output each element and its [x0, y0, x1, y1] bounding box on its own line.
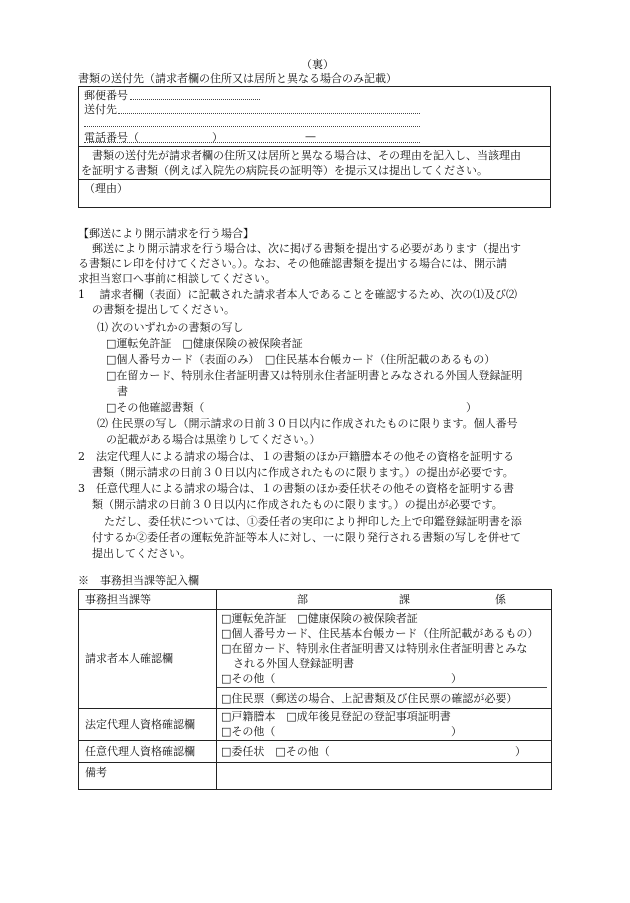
identity-opt-3-cont: される外国人登録証明書 [233, 657, 354, 670]
sub2-line2: の記載がある場合は黒塗りしてください。） [106, 433, 321, 446]
address-field-2[interactable] [84, 126, 420, 127]
identity-opt-2[interactable]: □個人番号カード、住民基本台帳カード（住所記載があるもの） [221, 627, 539, 640]
phone-close: ） [212, 131, 223, 144]
identity-opt-other[interactable]: □その他（ [221, 672, 276, 685]
table-row [79, 610, 552, 709]
sub1-opt-2[interactable]: □個人番号カード（表面のみ） □住民基本台帳カード（住所記載のあるもの） [106, 353, 496, 366]
dept-cell[interactable] [217, 590, 552, 610]
address-field-1[interactable] [118, 113, 420, 114]
divider [217, 687, 547, 688]
legal-opt-1[interactable]: □戸籍謄本 □成年後見登記の登記事項証明書 [221, 710, 451, 723]
legal-opt-other[interactable]: □その他（ [221, 725, 276, 738]
item3-line3: ただし、委任状については、①委任者の実印により押印した上で印鑑登録証明書を添 [104, 515, 522, 528]
table-row [79, 763, 552, 790]
sub1-opt-other-close: ） [466, 401, 477, 414]
division-label: 課 [399, 593, 410, 606]
item3-line1: 3 任意代理人による請求の場合は、１の書類のほか委任状その他その資格を証明する書 [78, 482, 514, 495]
delivery-heading: 書類の送付先（請求者欄の住所又は居所と異なる場合のみ記載） [78, 72, 397, 85]
legal-opt-other-close: ） [451, 725, 462, 738]
resident-opt[interactable]: □住民票（郵送の場合、上記書類及び住民票の確認が必要） [221, 692, 518, 705]
mail-intro-1: 郵送により開示請求を行う場合は、次に掲げる書類を提出する必要があります（提出す [92, 242, 521, 255]
voluntary-cell [217, 741, 552, 763]
office-table [78, 589, 552, 790]
identity-opt-other-close: ） [451, 672, 462, 685]
delivery-note-2: を証明する書類（例えば入院先の病院長の証明等）を提示又は提出してください。 [81, 164, 488, 177]
reason-label: （理由） [84, 182, 128, 195]
postal-label: 郵便番号 [84, 89, 128, 102]
identity-cell [217, 610, 552, 709]
delivery-note-1: 書類の送付先が請求者欄の住所又は居所と異なる場合は、その理由を記入し、当該理由 [92, 149, 521, 162]
identity-label: 請求者本人確認欄 [79, 610, 217, 709]
voluntary-opt-close: ） [515, 745, 526, 758]
phone-label: 電話番号（ [84, 131, 139, 144]
section-label: 事務担当課等 [79, 590, 217, 610]
table-row [79, 590, 552, 610]
voluntary-label: 任意代理人資格確認欄 [79, 741, 217, 763]
remarks-label: 備考 [79, 763, 217, 790]
divider [78, 179, 551, 180]
address-label: 送付先 [84, 103, 117, 116]
voluntary-opt[interactable]: □委任状 □その他（ [221, 745, 330, 758]
delivery-box [78, 86, 551, 208]
identity-opt-3[interactable]: □在留カード、特別永住者証明書又は特別永住者証明書とみな [221, 642, 528, 655]
office-heading: ※ 事務担当課等記入欄 [78, 574, 199, 587]
item1-line1: 1 請求者欄（表面）に記載された請求者本人であることを確認するため、次の⑴及び⑵ [78, 288, 518, 301]
phone-dash: — [305, 130, 316, 143]
mail-intro-3: 求担当窓口へ事前に相談してください。 [78, 272, 276, 285]
sub1-opt-other[interactable]: □その他確認書類（ [106, 401, 205, 414]
item2-line2: 書類（開示請求の日前３０日以内に作成されたものに限ります。）の提出が必要です。 [92, 466, 514, 479]
item3-line4: 付するか②委任者の運転免許証等本人に対し、一に限り発行される書類の写しを併せて [92, 531, 521, 544]
table-row [79, 709, 552, 741]
sub1-opt-3-cont: 書 [117, 385, 128, 398]
item1-line2: の書類を提出してください。 [92, 303, 235, 316]
postal-field[interactable] [130, 99, 260, 100]
legal-cell [217, 709, 552, 741]
sub1-title: ⑴ 次のいずれかの書類の写し [97, 321, 244, 334]
item3-line2: 類（開示請求の日前３０日以内に作成されたものに限ります。）の提出が必要です。 [92, 498, 503, 511]
item2-line1: 2 法定代理人による請求の場合は、１の書類のほか戸籍謄本その他その資格を証明する [78, 450, 514, 463]
dept-label: 部 [297, 593, 308, 606]
side-label: （裏） [301, 58, 334, 71]
table-row [79, 741, 552, 763]
sub2-line1: ⑵ 住民票の写し（開示請求の日前３０日以内に作成されたものに限ります。個人番号 [97, 417, 518, 430]
mail-intro-2: る書類にレ印を付けてください。）。なお、その他確認書類を提出する場合には、開示請 [78, 257, 507, 270]
sub1-opt-3[interactable]: □在留カード、特別永住者証明書又は特別永住者証明書とみなされる外国人登録証明 [106, 369, 523, 382]
phone-field[interactable] [84, 142, 420, 143]
divider [78, 146, 551, 147]
mail-heading: 【郵送により開示請求を行う場合】 [78, 227, 254, 240]
remarks-field[interactable] [217, 763, 552, 790]
item3-line5: 提出してください。 [92, 547, 191, 560]
sub1-opt-1[interactable]: □運転免許証 □健康保険の被保険者証 [106, 337, 303, 350]
section-unit-label: 係 [495, 593, 506, 606]
identity-opt-1[interactable]: □運転免許証 □健康保険の被保険者証 [221, 612, 418, 625]
legal-label: 法定代理人資格確認欄 [79, 709, 217, 741]
